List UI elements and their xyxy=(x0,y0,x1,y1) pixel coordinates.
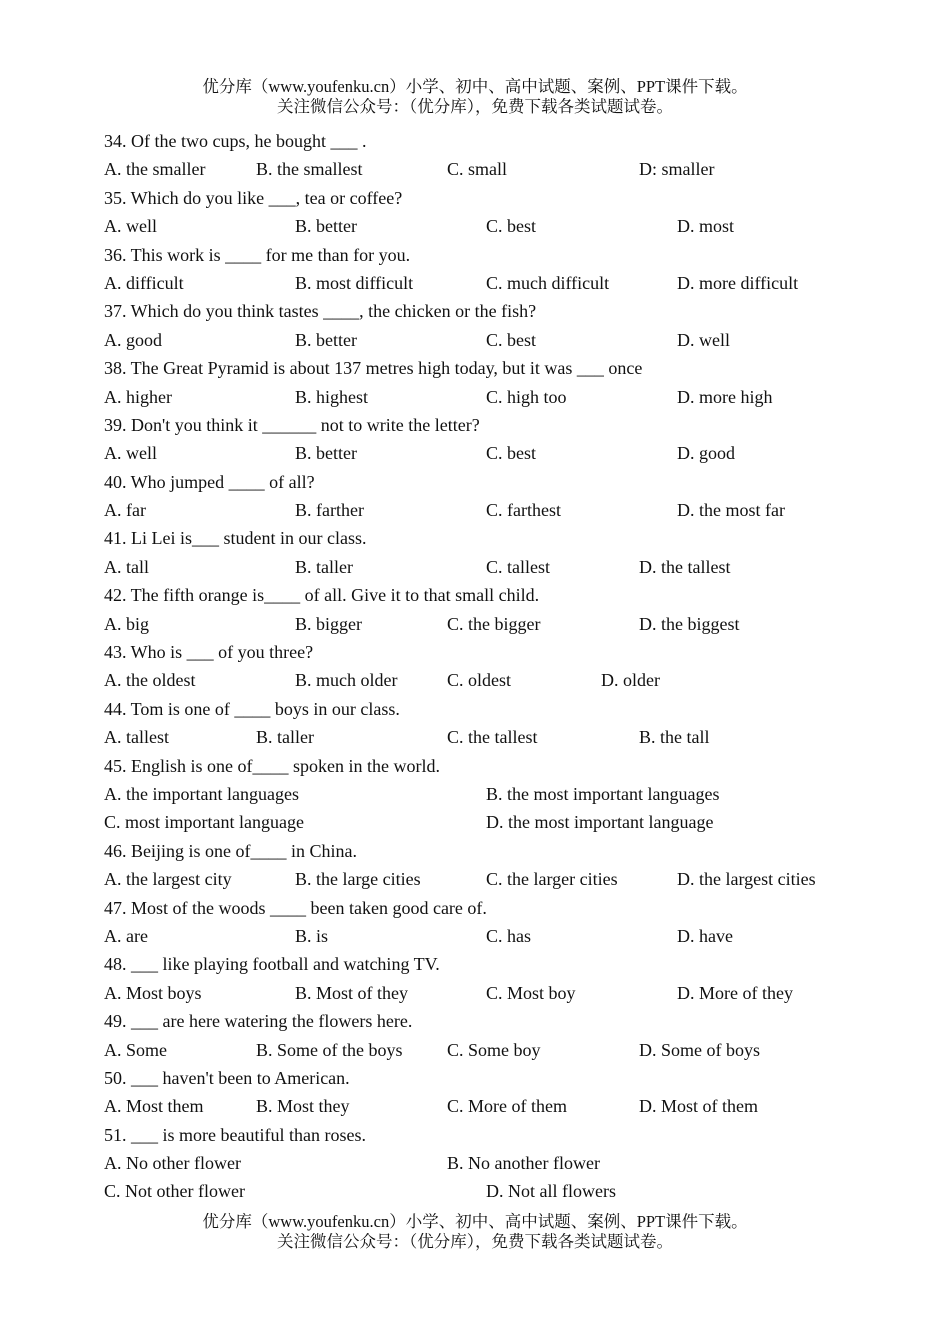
answer-option: D. have xyxy=(677,925,733,946)
answer-option: C. More of them xyxy=(447,1096,567,1117)
answer-option: B. the most important languages xyxy=(486,783,720,804)
answer-option: D. Not all flowers xyxy=(486,1181,616,1202)
answer-option: D. more difficult xyxy=(677,272,799,293)
answer-option: D. More of they xyxy=(677,982,793,1003)
answer-option: C. tallest xyxy=(486,556,550,577)
answer-option: D. Most of them xyxy=(639,1096,758,1117)
answer-option: A. well xyxy=(104,443,157,464)
answer-option: C. the tallest xyxy=(447,727,538,748)
answer-option: D. the tallest xyxy=(639,556,731,577)
footer-line-1: 优分库（www.youfenku.cn）小学、初中、高中试题、案例、PPT课件下载。 xyxy=(202,1212,748,1231)
options-row xyxy=(104,979,864,1007)
question-list xyxy=(104,127,864,1206)
options-row xyxy=(104,1149,864,1177)
answer-option: A. the oldest xyxy=(104,670,196,691)
answer-option: A. good xyxy=(104,329,162,350)
answer-option: B. highest xyxy=(295,386,369,407)
answer-option: D. Some of boys xyxy=(639,1039,760,1060)
options-row xyxy=(104,212,864,240)
question-stem: 49. ___ are here watering the flowers here. xyxy=(104,1011,413,1032)
answer-option: C. farthest xyxy=(486,500,561,521)
answer-option: B. much older xyxy=(295,670,398,691)
answer-option: B. Most of they xyxy=(295,982,409,1003)
question-stem: 39. Don't you think it ______ not to write the letter? xyxy=(104,414,480,435)
answer-option: B. better xyxy=(295,443,357,464)
page-footer xyxy=(0,1212,950,1252)
options-row xyxy=(104,1036,864,1064)
question-stem: 38. The Great Pyramid is about 137 metres high today, but it was ___ once xyxy=(104,358,643,379)
question-stem: 34. Of the two cups, he bought ___ . xyxy=(104,131,367,151)
answer-option: B. Some of the boys xyxy=(256,1039,403,1060)
answer-option: B. the large cities xyxy=(295,869,421,890)
question-stem: 36. This work is ____ for me than for you. xyxy=(104,244,411,265)
answer-option: C. the larger cities xyxy=(486,869,618,890)
question-stem: 51. ___ is more beautiful than roses. xyxy=(104,1124,366,1145)
answer-option: A. Most them xyxy=(104,1096,204,1117)
options-row xyxy=(104,1092,864,1120)
page-header xyxy=(0,77,950,117)
answer-option: A. difficult xyxy=(104,272,184,293)
answer-option: A. well xyxy=(104,216,157,237)
question-stem: 46. Beijing is one of____ in China. xyxy=(104,840,357,861)
answer-option: C. has xyxy=(486,925,531,946)
options-row xyxy=(104,610,864,638)
answer-option: D. more high xyxy=(677,386,773,407)
question-stem: 35. Which do you like ___, tea or coffee? xyxy=(104,187,403,208)
answer-option: D. older xyxy=(601,670,660,691)
answer-option: B. Most they xyxy=(256,1096,350,1117)
options-row xyxy=(104,1177,864,1205)
answer-option: B. the tall xyxy=(639,727,710,748)
answer-option: B. better xyxy=(295,329,357,350)
answer-option: A. the smaller xyxy=(104,159,206,180)
header-line-2: 关注微信公众号：（优分库），免费下载各类试题试卷。 xyxy=(277,97,673,116)
answer-option: C. Some boy xyxy=(447,1039,541,1060)
question-stem: 40. Who jumped ____ of all? xyxy=(104,471,315,492)
question-stem: 42. The fifth orange is____ of all. Give it to that small child. xyxy=(104,585,540,606)
answer-option: A. the important languages xyxy=(104,783,299,804)
header-line-1: 优分库（www.youfenku.cn）小学、初中、高中试题、案例、PPT课件下载。 xyxy=(202,77,748,96)
answer-option: A. are xyxy=(104,925,148,946)
answer-option: A. higher xyxy=(104,386,172,407)
options-row xyxy=(104,496,864,524)
answer-option: C. much difficult xyxy=(486,272,610,293)
answer-option: A. big xyxy=(104,613,149,634)
question-stem: 47. Most of the woods ____ been taken good care of. xyxy=(104,897,487,918)
options-row xyxy=(104,155,864,183)
question-stem: 43. Who is ___ of you three? xyxy=(104,642,314,663)
options-row xyxy=(104,383,864,411)
options-row xyxy=(104,865,864,893)
answer-option: A. Most boys xyxy=(104,982,202,1003)
answer-option: C. high too xyxy=(486,386,567,407)
answer-option: D. well xyxy=(677,329,730,350)
answer-option: A. Some xyxy=(104,1039,167,1060)
answer-option: C. Not other flower xyxy=(104,1181,245,1202)
footer-line-2: 关注微信公众号：（优分库），免费下载各类试题试卷。 xyxy=(277,1232,673,1251)
options-row xyxy=(104,808,864,836)
options-row xyxy=(104,723,864,751)
answer-option: B. bigger xyxy=(295,613,362,634)
question-stem: 41. Li Lei is___ student in our class. xyxy=(104,528,367,549)
answer-option: A. tallest xyxy=(104,727,169,748)
answer-option: B. taller xyxy=(256,727,314,748)
question-stem: 50. ___ haven't been to American. xyxy=(104,1067,350,1088)
answer-option: B. No another flower xyxy=(447,1153,600,1174)
question-stem: 44. Tom is one of ____ boys in our class. xyxy=(104,698,400,719)
options-row xyxy=(104,326,864,354)
answer-option: C. best xyxy=(486,216,537,237)
answer-option: C. oldest xyxy=(447,670,512,691)
question-stem: 48. ___ like playing football and watching TV. xyxy=(104,954,440,975)
answer-option: B. most difficult xyxy=(295,272,414,293)
options-row xyxy=(104,922,864,950)
answer-option: C. small xyxy=(447,159,508,180)
options-row xyxy=(104,780,864,808)
answer-option: B. the smallest xyxy=(256,159,363,180)
answer-option: A. the largest city xyxy=(104,869,232,890)
question-stem: 37. Which do you think tastes ____, the chicken or the fish? xyxy=(104,301,537,322)
options-row xyxy=(104,439,864,467)
answer-option: D. the largest cities xyxy=(677,869,816,890)
answer-option: C. best xyxy=(486,443,537,464)
answer-option: A. tall xyxy=(104,556,149,577)
options-row xyxy=(104,666,864,694)
answer-option: B. is xyxy=(295,925,329,946)
answer-option: D: smaller xyxy=(639,159,715,180)
options-row xyxy=(104,553,864,581)
question-stem: 45. English is one of____ spoken in the world. xyxy=(104,755,440,776)
answer-option: D. the biggest xyxy=(639,613,740,634)
answer-option: D. the most important language xyxy=(486,812,714,833)
answer-option: D. most xyxy=(677,216,735,237)
answer-option: C. best xyxy=(486,329,537,350)
answer-option: C. Most boy xyxy=(486,982,576,1003)
answer-option: C. the bigger xyxy=(447,613,541,634)
answer-option: A. No other flower xyxy=(104,1153,241,1174)
options-row xyxy=(104,269,864,297)
answer-option: B. better xyxy=(295,216,357,237)
answer-option: B. taller xyxy=(295,556,353,577)
answer-option: D. good xyxy=(677,443,735,464)
answer-option: B. farther xyxy=(295,500,364,521)
answer-option: C. most important language xyxy=(104,812,304,833)
answer-option: A. far xyxy=(104,500,146,521)
answer-option: D. the most far xyxy=(677,500,785,521)
